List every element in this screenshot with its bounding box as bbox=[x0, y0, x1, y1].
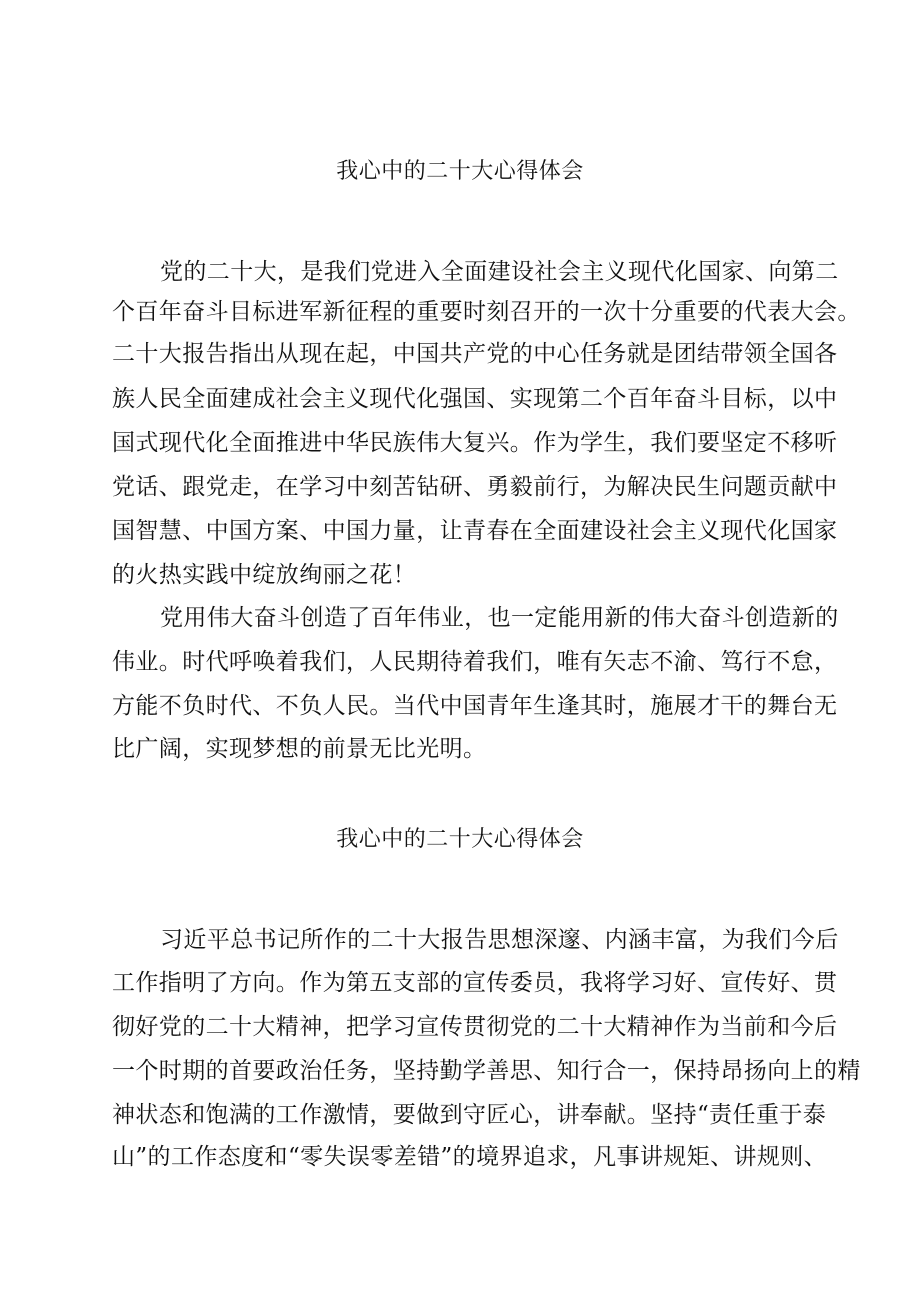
paragraph-line: 国式现代化全面推进中华民族伟大复兴。作为学生，我们要坚定不移听 bbox=[112, 430, 838, 456]
paragraph-line: 个百年奋斗目标进军新征程的重要时刻召开的一次十分重要的代表大会。 bbox=[112, 299, 861, 325]
paragraph-line: 伟业。时代呼唤着我们，人民期待着我们，唯有矢志不渝、笃行不怠， bbox=[112, 649, 838, 675]
paragraph-line: 党的二十大，是我们党进入全面建设社会主义现代化国家、向第二 bbox=[160, 259, 839, 285]
paragraph-line: 工作指明了方向。作为第五支部的宣传委员，我将学习好、宣传好、贯 bbox=[112, 970, 838, 996]
paragraph-line: 神状态和饱满的工作激情，要做到守匠心，讲奉献。坚持“责任重于泰 bbox=[112, 1102, 827, 1128]
paragraph-line: 的火热实践中绽放绚丽之花！ bbox=[112, 562, 417, 588]
paragraph-line: 党用伟大奋斗创造了百年伟业，也一定能用新的伟大奋斗创造新的 bbox=[160, 605, 839, 631]
section-title: 我心中的二十大心得体会 bbox=[336, 827, 584, 852]
paragraph-line: 习近平总书记所作的二十大报告思想深邃、内涵丰富，为我们今后 bbox=[160, 927, 839, 953]
paragraph-line: 族人民全面建成社会主义现代化强国、实现第二个百年奋斗目标，以中 bbox=[112, 386, 838, 412]
paragraph-line: 国智慧、中国方案、中国力量，让青春在全面建设社会主义现代化国家 bbox=[112, 518, 838, 544]
section-title: 我心中的二十大心得体会 bbox=[336, 159, 584, 184]
paragraph-line: 一个时期的首要政治任务，坚持勤学善思、知行合一，保持昂扬向上的精 bbox=[112, 1058, 861, 1084]
paragraph-line: 方能不负时代、不负人民。当代中国青年生逢其时，施展才干的舞台无 bbox=[112, 693, 838, 719]
paragraph-line: 党话、跟党走，在学习中刻苦钻研、勇毅前行，为解决民生问题贡献中 bbox=[112, 474, 838, 500]
paragraph-line: 比广阔，实现梦想的前景无比光明。 bbox=[112, 736, 487, 762]
paragraph-line: 山”的工作态度和“零失误零差错”的境界追求，凡事讲规矩、讲规则、 bbox=[112, 1144, 828, 1170]
paragraph-line: 二十大报告指出从现在起，中国共产党的中心任务就是团结带领全国各 bbox=[112, 341, 838, 367]
paragraph-line: 彻好党的二十大精神，把学习宣传贯彻党的二十大精神作为当前和今后 bbox=[112, 1014, 838, 1040]
